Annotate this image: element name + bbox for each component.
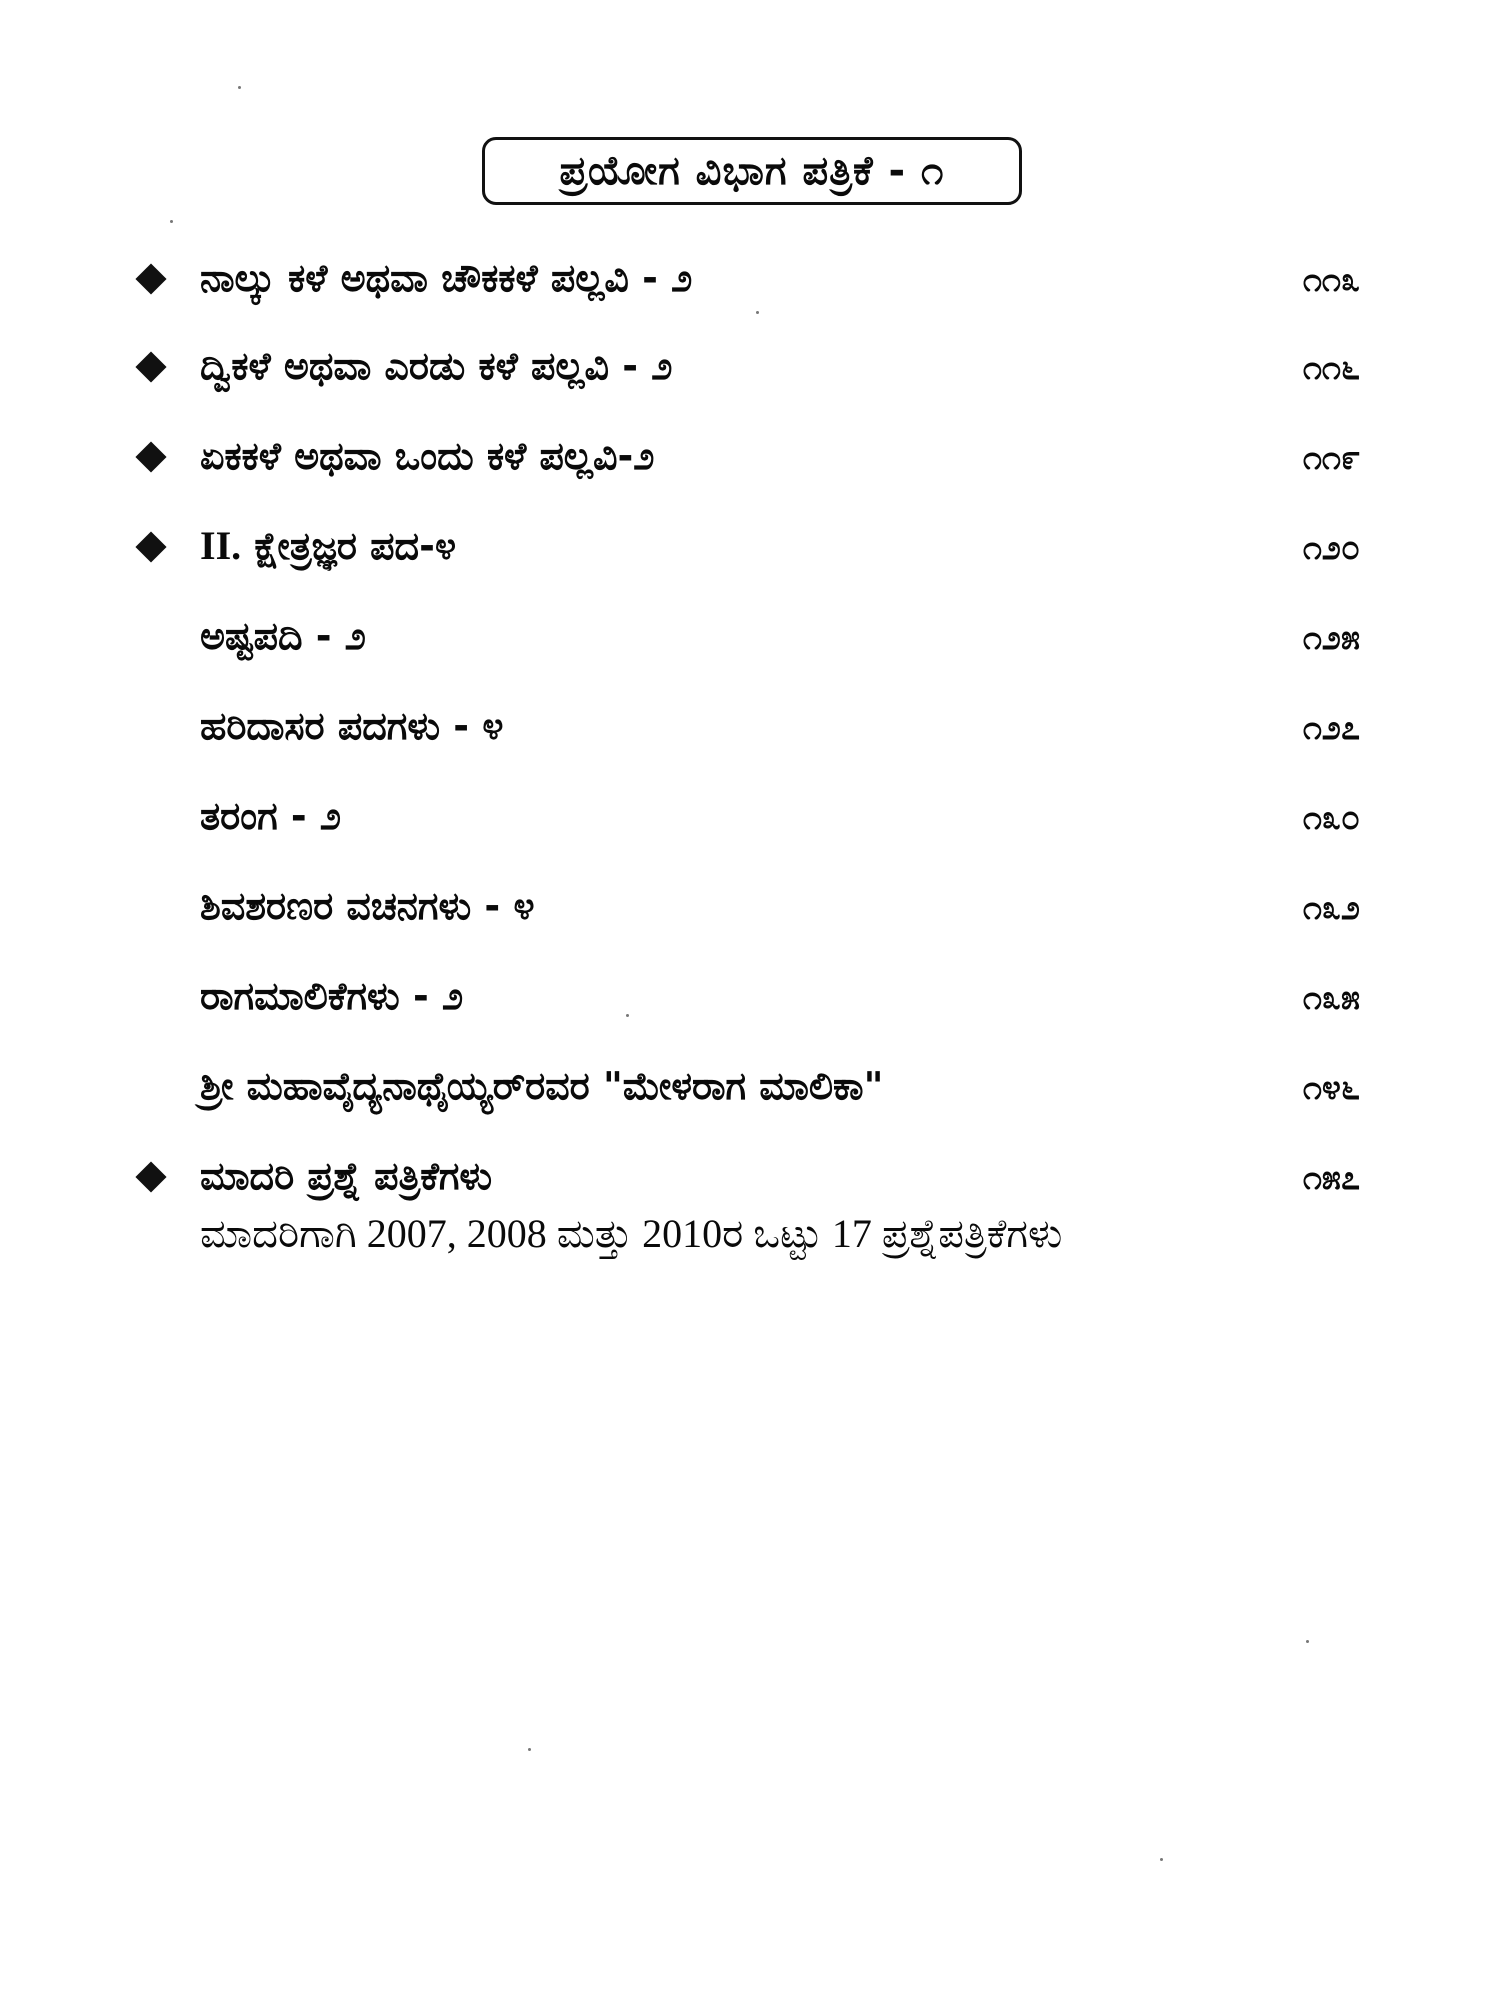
toc-entry-label: ಶಿವಶರಣರ ವಚನಗಳು - ೪ — [200, 884, 535, 928]
scan-speck — [238, 86, 241, 89]
diamond-bullet-icon — [135, 351, 166, 382]
toc-entry-page: ೧೩೨ — [1302, 888, 1360, 928]
toc-entry-page: ೧೩೫ — [1302, 978, 1360, 1018]
scan-speck — [756, 311, 759, 314]
toc-entry-label: ಮಾದರಿ ಪ್ರಶ್ನೆ ಪತ್ರಿಕೆಗಳು — [200, 1154, 493, 1198]
toc-entry-page: ೧೪೬ — [1302, 1068, 1360, 1108]
toc-entry-page: ೧೧೯ — [1302, 438, 1360, 478]
toc-entry-label: ಹರಿದಾಸರ ಪದಗಳು - ೪ — [200, 704, 504, 748]
toc-entry-page: ೧೫೭ — [1302, 1158, 1360, 1198]
toc-entry-label: ಏಕಕಳೆ ಅಥವಾ ಒಂದು ಕಳೆ ಪಲ್ಲವಿ-೨ — [200, 434, 655, 478]
toc-entry — [0, 434, 1500, 500]
toc-entry-page: ೧೧೩ — [1302, 260, 1360, 300]
scan-speck — [1306, 1640, 1309, 1643]
toc-entry-label: ತರಂಗ - ೨ — [200, 794, 342, 838]
sample-papers-note: ಮಾದರಿಗಾಗಿ 2007, 2008 ಮತ್ತು 2010ರ ಒಟ್ಟು 17 ಪ್ರಶ್ನೆಪತ್ರಿಕೆಗಳು — [200, 1211, 1063, 1256]
section-roman-numeral: II. — [200, 523, 242, 568]
toc-entry — [0, 794, 1500, 860]
toc-entry-label: ಅಷ್ಟಪದಿ - ೨ — [200, 614, 367, 658]
toc-entry — [0, 344, 1500, 410]
toc-entry — [0, 256, 1500, 322]
section-heading-text: ಕ್ಷೇತ್ರಜ್ಞರ ಪದ-೪ — [254, 524, 457, 568]
toc-entry-page: ೧೧೬ — [1302, 348, 1360, 388]
toc-entry-label: ದ್ವಿಕಳೆ ಅಥವಾ ಎರಡು ಕಳೆ ಪಲ್ಲವಿ - ೨ — [200, 344, 673, 388]
toc-entry — [0, 884, 1500, 950]
toc-section-heading — [0, 523, 1500, 590]
toc-entry-page: ೧೨೭ — [1302, 708, 1360, 748]
page-title: ಪ್ರಯೋಗ ವಿಭಾಗ ಪತ್ರಿಕೆ - ೧ — [482, 137, 1022, 205]
diamond-bullet-icon — [135, 441, 166, 472]
diamond-bullet-icon — [135, 531, 166, 562]
scan-speck — [626, 1014, 629, 1017]
toc-entry — [0, 1064, 1500, 1130]
toc-entry-page: ೧೨೦ — [1302, 528, 1360, 568]
toc-entry-label — [200, 520, 456, 572]
toc-entry-label: ರಾಗಮಾಲಿಕೆಗಳು - ೨ — [200, 974, 464, 1018]
toc-entry-label: ನಾಲ್ಕು ಕಳೆ ಅಥವಾ ಚೌಕಕಳೆ ಪಲ್ಲವಿ - ೨ — [200, 256, 693, 300]
diamond-bullet-icon — [135, 1161, 166, 1192]
scan-speck — [1160, 1858, 1163, 1861]
toc-entry-label: ಶ್ರೀ ಮಹಾವೈದ್ಯನಾಥೈಯ್ಯರ್‌ರವರ "ಮೇಳರಾಗ ಮಾಲಿಕಾ" — [200, 1064, 884, 1108]
scan-speck — [528, 1748, 531, 1751]
toc-entry-page: ೧೨೫ — [1302, 618, 1360, 658]
scan-speck — [170, 220, 173, 223]
toc-entry — [0, 704, 1500, 770]
toc-entry — [0, 974, 1500, 1040]
toc-entry — [0, 614, 1500, 680]
toc-entry-page: ೧೩೦ — [1302, 798, 1360, 838]
diamond-bullet-icon — [135, 263, 166, 294]
